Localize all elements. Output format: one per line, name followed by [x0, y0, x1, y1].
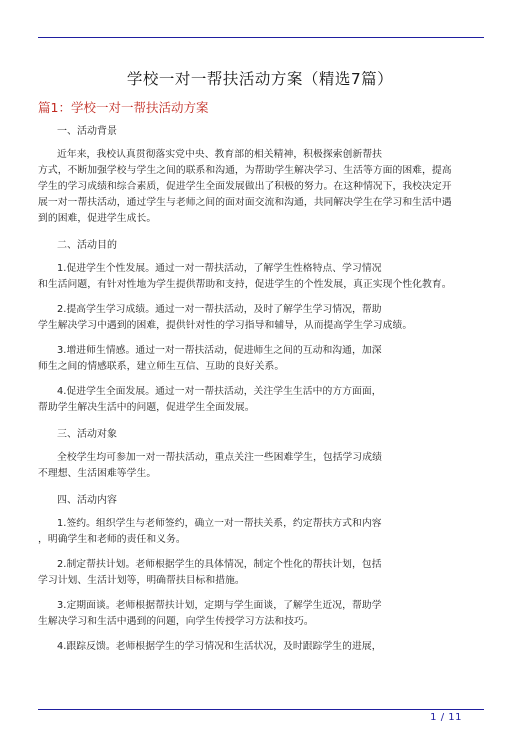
heading-content: 四、活动内容 — [57, 495, 117, 506]
header-rule — [38, 37, 484, 38]
text-line: 3.增进师生情感。通过一对一帮扶活动，促进师生之间的互动和沟通，加深 — [57, 345, 382, 356]
text-line: 生解决学习和生活中遇到的问题，向学生传授学习方法和技巧。 — [38, 616, 314, 627]
text-line: ，明确学生和老师的责任和义务。 — [38, 534, 186, 545]
text-line: 和生活问题，有针对性地为学生提供帮助和支持，促进学生的个性发展，真正实现个性化教育。 — [38, 279, 452, 290]
paragraph-content-3 — [38, 598, 484, 630]
paragraph-background — [38, 147, 484, 227]
text-line: 学生的学习成绩和综合素质，促进学生全面发展做出了积极的努力。在这种情况下，我校决定开 — [38, 181, 452, 192]
text-line: 2.制定帮扶计划。老师根据学生的具体情况，制定个性化的帮扶计划，包括 — [57, 559, 382, 570]
paragraph-purpose-2 — [38, 302, 484, 334]
text-line: 学习计划、生活计划等，明确帮扶目标和措施。 — [38, 575, 245, 586]
paragraph-content-2 — [38, 557, 484, 589]
section-title: 篇1：学校一对一帮扶活动方案 — [38, 100, 209, 115]
text-line: 展一对一帮扶活动，通过学生与老师之间的面对面交流和沟通，共同解决学生在学习和生活中遇 — [38, 197, 452, 208]
paragraph-purpose-3 — [38, 343, 484, 375]
text-line: 2.提高学生学习成绩。通过一对一帮扶活动，及时了解学生学习情况，帮助 — [57, 304, 382, 315]
text-line: 近年来，我校认真贯彻落实党中央、教育部的相关精神，积极探索创新帮扶 — [57, 149, 382, 160]
text-line: 师生之间的情感联系，建立师生互信、互助的良好关系。 — [38, 361, 285, 372]
document-title: 学校一对一帮扶活动方案（精选7篇） — [126, 70, 394, 88]
footer-rule — [38, 709, 484, 710]
heading-purpose: 二、活动目的 — [57, 240, 117, 251]
text-line: 方式，不断加强学校与学生之间的联系和沟通，为帮助学生解决学习、生活等方面的困难，提高 — [38, 165, 452, 176]
text-line: 4.跟踪反馈。老师根据学生的学习情况和生活状况，及时跟踪学生的进展， — [57, 641, 382, 652]
text-line: 3.定期面谈。老师根据帮扶计划，定期与学生面谈，了解学生近况，帮助学 — [57, 600, 382, 611]
text-line: 4.促进学生全面发展。通过一对一帮扶活动，关注学生生活中的方方面面， — [57, 386, 382, 397]
text-line: 不理想、生活困难等学生。 — [38, 468, 157, 479]
text-line: 学生解决学习中遇到的困难，提供针对性的学习指导和辅导，从而提高学生学习成绩。 — [38, 320, 413, 331]
document-body — [38, 122, 484, 655]
text-line: 到的困难，促进学生成长。 — [38, 213, 157, 224]
heading-background: 一、活动背景 — [57, 126, 117, 137]
text-line: 全校学生均可参加一对一帮扶活动，重点关注一些困难学生，包括学习成绩 — [57, 452, 382, 463]
paragraph-purpose-4 — [38, 384, 484, 416]
page-number: 1 / 11 — [430, 712, 462, 723]
paragraph-content-1 — [38, 516, 484, 548]
paragraph-target — [38, 450, 484, 482]
heading-target: 三、活动对象 — [57, 429, 117, 440]
text-line: 帮助学生解决生活中的问题，促进学生全面发展。 — [38, 402, 255, 413]
text-line: 1.促进学生个性发展。通过一对一帮扶活动，了解学生性格特点、学习情况 — [57, 263, 382, 274]
text-line: 1.签约。组织学生与老师签约，确立一对一帮扶关系，约定帮扶方式和内容 — [57, 518, 382, 529]
paragraph-purpose-1 — [38, 261, 484, 293]
paragraph-content-4 — [38, 639, 484, 655]
